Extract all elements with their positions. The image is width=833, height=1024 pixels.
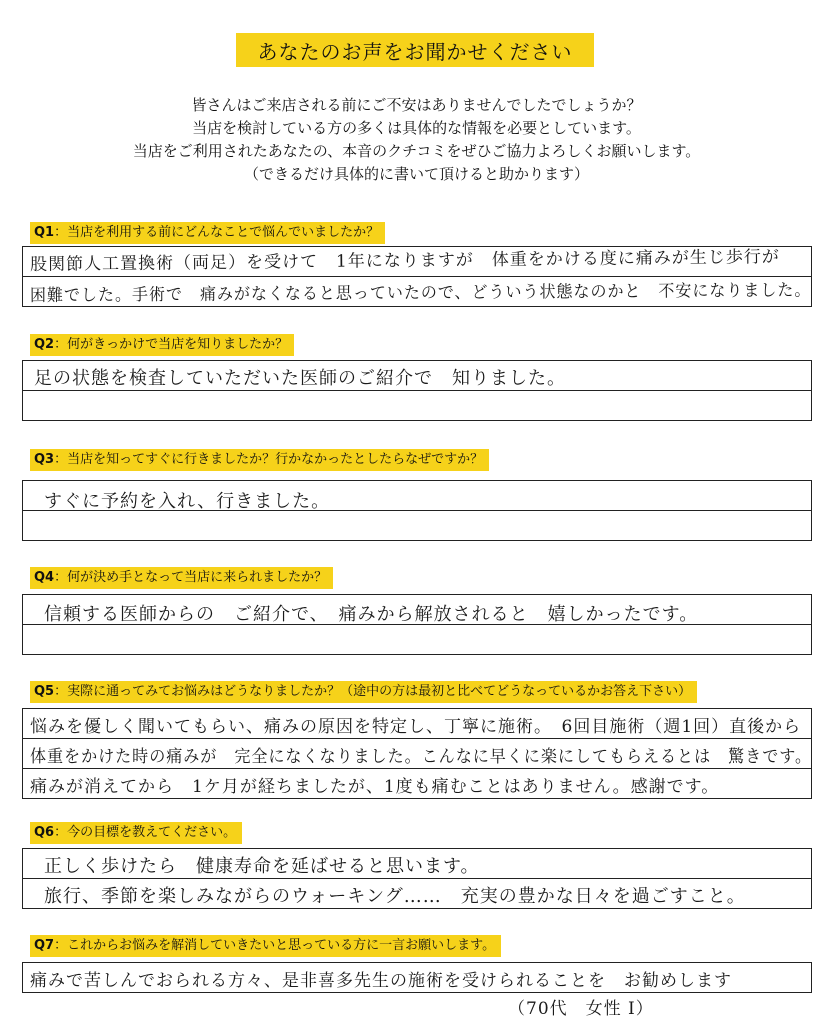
question-number: Q4 bbox=[34, 570, 55, 585]
intro-line: 当店を検討している方の多くは具体的な情報を必要としています。 bbox=[192, 119, 641, 137]
question-number: Q2 bbox=[34, 337, 55, 352]
question-label-q5 bbox=[30, 681, 697, 703]
answer-text-q6-line1: 正しく歩けたら 健康寿命を延ばせると思います。 bbox=[44, 856, 480, 877]
question-label-q4 bbox=[30, 567, 333, 589]
answer-text-q7: 痛みで苦しんでおられる方々、是非喜多先生の施術を受けられることを お勧めします bbox=[30, 971, 732, 991]
question-text: ：何が決め手となって当店に来られましたか？ bbox=[54, 570, 328, 585]
question-number: Q1 bbox=[34, 225, 55, 240]
question-text: ：今の目標を教えてください。 bbox=[54, 825, 237, 840]
answer-text-q5-line2: 体重をかけた時の痛みが 完全になくなりました。こんなに早くに楽にしてもらえるとは 驚きです。 bbox=[30, 747, 813, 767]
question-text: ：何がきっかけで当店を知りましたか？ bbox=[54, 337, 289, 352]
question-text: ：当店を利用する前にどんなことで悩んでいましたか？ bbox=[54, 225, 380, 240]
question-number: Q6 bbox=[34, 825, 55, 840]
answer-text-q1-line2: 困難でした。手術で 痛みがなくなると思っていたので、どういう状態なのかと 不安になりました。 bbox=[29, 280, 812, 306]
question-number: Q7 bbox=[34, 938, 55, 953]
intro-line: 当店をご利用されたあなたの、本音のクチコミをぜひご協力よろしくお願いします。 bbox=[132, 142, 701, 160]
respondent-signature: （70代 女性 I） bbox=[508, 999, 654, 1019]
question-label-q3 bbox=[30, 449, 489, 471]
question-number: Q3 bbox=[34, 452, 55, 467]
page-title: あなたのお声をお聞かせください bbox=[236, 33, 594, 67]
question-number: Q5 bbox=[34, 684, 55, 699]
question-label-q2 bbox=[30, 334, 294, 356]
question-text: ：当店を知ってすぐに行きましたか？行かなかったとしたらなぜですか？ bbox=[54, 452, 484, 467]
answer-text-q3: すぐに予約を入れ、行きました。 bbox=[44, 491, 331, 512]
answer-text-q2: 足の状態を検査していただいた医師のご紹介で 知りました。 bbox=[34, 368, 566, 389]
answer-text-q4: 信頼する医師からの ご紹介で、 痛みから解放されると 嬉しかったです。 bbox=[44, 604, 699, 625]
question-label-q1 bbox=[30, 222, 385, 244]
answer-text-q5-line1: 悩みを優しく聞いてもらい、痛みの原因を特定し、丁寧に施術。 6回目施術（週1回）直後から bbox=[30, 717, 802, 737]
question-text: ：これからお悩みを解消していきたいと思っている方に一言お願いします。 bbox=[54, 938, 496, 953]
answer-text-q6-line2: 旅行、季節を楽しみながらのウォーキング…… 充実の豊かな日々を過ごすこと。 bbox=[44, 886, 746, 907]
question-text: ：実際に通ってみてお悩みはどうなりましたか？（途中の方は最初と比べてどうなっているかお答え下さい） bbox=[54, 684, 692, 699]
intro-line: （できるだけ具体的に書いて頂けると助かります） bbox=[243, 165, 589, 183]
intro-line: 皆さんはご来店される前にご不安はありませんでしたでしょうか？ bbox=[191, 96, 642, 114]
answer-text-q1-line1: 股関節人工置換術（両足）を受けて 1年になりますが 体重をかける度に痛みが生じ歩行が bbox=[29, 247, 780, 275]
question-label-q6 bbox=[30, 822, 242, 844]
answer-text-q5-line3: 痛みが消えてから 1ケ月が経ちましたが、1度も痛むことはありません。感謝です。 bbox=[30, 777, 720, 797]
intro-text bbox=[0, 94, 833, 186]
question-label-q7 bbox=[30, 935, 501, 957]
